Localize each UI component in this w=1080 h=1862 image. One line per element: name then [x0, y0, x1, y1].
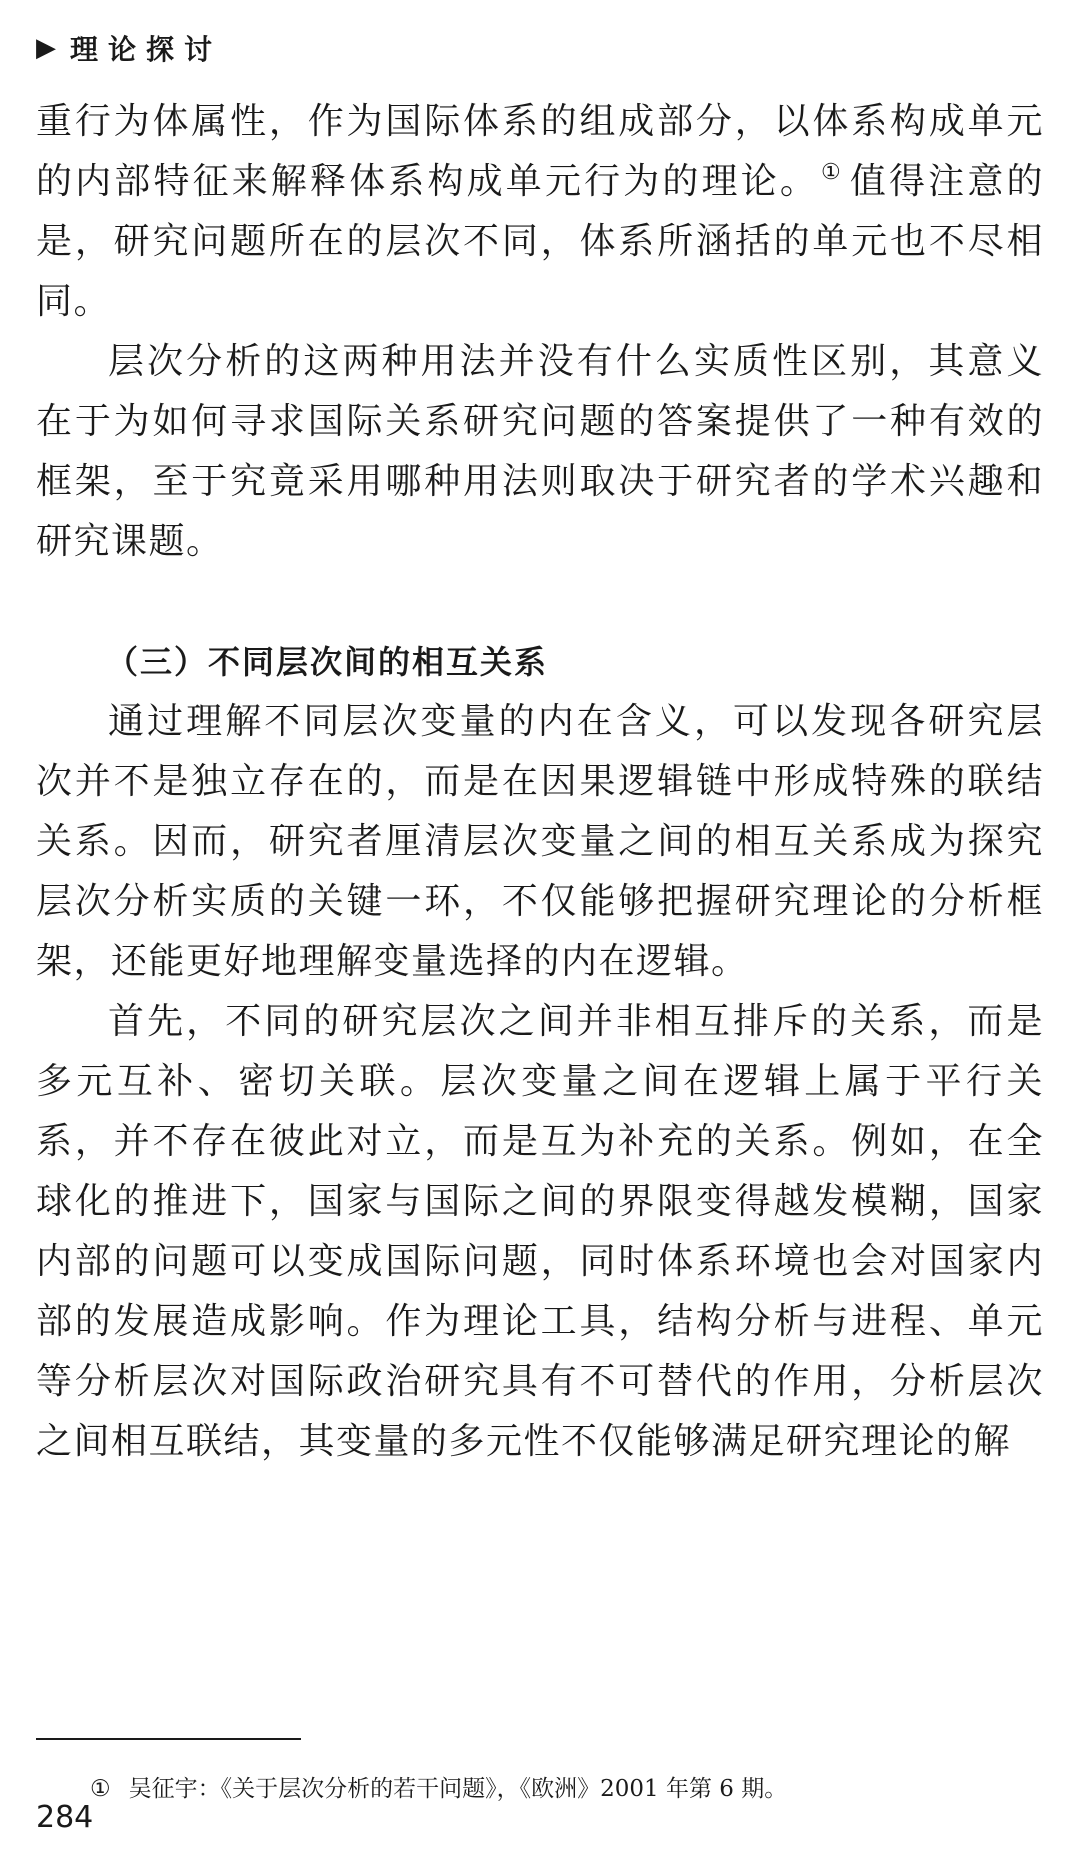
paragraph: 首先，不同的研究层次之间并非相互排斥的关系，而是多元互补、密切关联。层次变量之间在逻辑上属于平行关系，并不存在彼此对立，而是互为补充的关系。例如，在全球化的推进下，国家与国际之间的界限变得越发模糊，国家内部的问题可以变成国际问题，同时体系环境也会对国家内部的发展造成影响。作为理论工具，结构分析与进程、单元等分析层次对国际政治研究具有不可替代的作用，分析层次之间相互联结，其变量的多元性不仅能够满足研究理论的解: [36, 1001, 1044, 1462]
paragraph-continued: [36, 92, 1044, 332]
paragraph: 层次分析的这两种用法并没有什么实质性区别，其意义在于为如何寻求国际关系研究问题的答案提供了一种有效的框架，至于究竟采用哪种用法则取决于研究者的学术兴趣和研究课题。: [36, 341, 1044, 562]
footnote-mark: ①: [90, 1776, 111, 1802]
triangle-marker-icon: ▶: [36, 33, 56, 63]
footnote-divider: [36, 1738, 301, 1740]
section-heading: （三）不同层次间的相互关系: [106, 643, 549, 681]
running-header: [36, 28, 222, 68]
running-header-title: 理论探讨: [70, 33, 223, 66]
page-number: 284: [36, 1800, 94, 1835]
paragraph: 通过理解不同层次变量的内在含义，可以发现各研究层次并不是独立存在的，而是在因果逻辑链中形成特殊的联结关系。因而，研究者厘清层次变量之间的相互关系成为探究层次分析实质的关键一环，不仅能够把握研究理论的分析框架，还能更好地理解变量选择的内在逻辑。: [36, 701, 1044, 982]
paragraph-text: 值得注意的是，研究问题所在的层次不同，体系所涵括的单元也不尽相同。: [36, 161, 1044, 322]
paragraph-text: 重行为体属性，作为国际体系的组成部分，以体系构成单元的内部特征来解释体系构成单元行为的理论。: [36, 101, 1044, 202]
footnote-reference: ①: [821, 160, 844, 185]
footnote-text: 吴征宇：《关于层次分析的若干问题》，《欧洲》2001 年第 6 期。: [128, 1776, 788, 1802]
footnote: [90, 1772, 1050, 1806]
body-text: [36, 92, 1044, 1472]
